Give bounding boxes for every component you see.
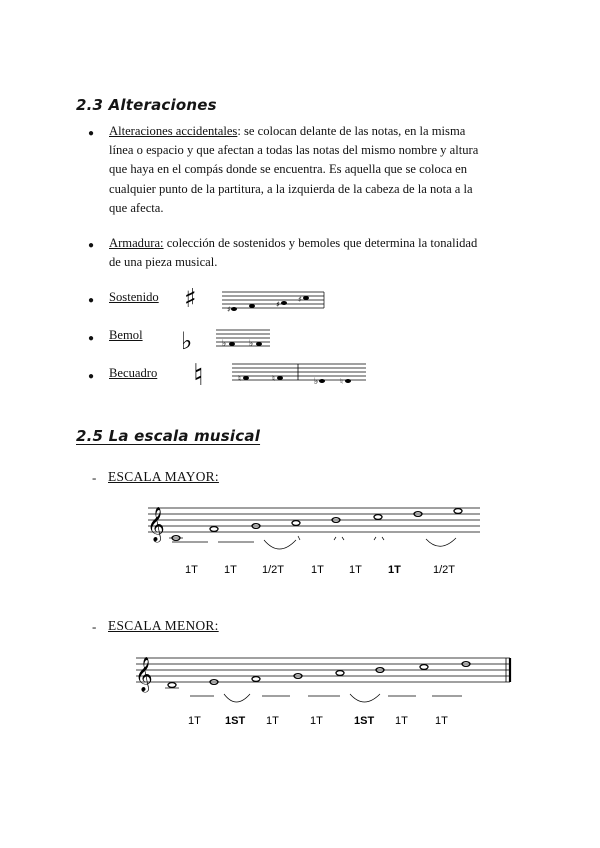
flat-icon: ♭ (181, 327, 193, 355)
title-escala-mayor: ESCALA MAYOR: (108, 469, 219, 484)
interval-label: 1/2T (433, 564, 456, 576)
whole-note (336, 671, 344, 676)
svg-text:♭: ♭ (222, 339, 227, 349)
bullet: ● (88, 240, 95, 251)
interval-label: 1T (310, 715, 323, 727)
sharp-icon: ♯ (184, 284, 197, 314)
treble-clef-icon: 𝄞 (147, 507, 165, 542)
bullet: ● (88, 333, 95, 344)
treble-clef-icon: 𝄞 (135, 657, 153, 692)
text: que haya en el compás donde se encuentra. Es aquella que se coloca en (109, 162, 468, 177)
interval-label: 1T (395, 715, 408, 727)
interval-label: 1T (311, 564, 324, 576)
paragraph-armadura (109, 234, 527, 272)
interval-label: 1ST (354, 715, 375, 727)
label-sostenido: Sostenido (109, 290, 159, 304)
term-armadura: Armadura: (109, 236, 164, 250)
staff-sostenido-example (222, 292, 326, 314)
section-heading-escala-musical: 2.5 La escala musical (76, 427, 261, 445)
interval-label: 1T (224, 564, 237, 576)
staff-bemol-example (216, 330, 272, 350)
svg-text:♯: ♯ (227, 305, 231, 314)
label-bemol: Bemol (109, 328, 143, 342)
interval-label: 1T (349, 564, 362, 576)
text: de una pieza musical. (109, 255, 218, 270)
svg-text:♮: ♮ (340, 377, 343, 386)
interval-label: 1T (188, 715, 201, 727)
paragraph-alteraciones-accidentales (109, 122, 527, 218)
title-escala-menor: ESCALA MENOR: (108, 618, 219, 633)
text: cualquier punto de la partitura, a la izquierda de la cabeza de la nota a la (109, 181, 473, 196)
natural-icon: ♮ (193, 358, 204, 393)
dash-marker: - (92, 470, 97, 485)
svg-text:♮: ♮ (272, 374, 275, 383)
interval-label: 1ST (225, 715, 246, 727)
staff-escala-menor (132, 652, 516, 712)
interval-label: 1/2T (262, 564, 285, 576)
text: colección de sostenidos y bemoles que determina la tonalidad (163, 236, 478, 250)
section-heading-alteraciones: 2.3 Alteraciones (76, 96, 217, 114)
bullet: ● (88, 371, 95, 382)
interval-label: 1T (185, 564, 198, 576)
dash-marker: - (92, 619, 97, 634)
whole-note (420, 665, 428, 670)
bullet: ● (88, 295, 95, 306)
svg-text:♯: ♯ (298, 295, 302, 304)
whole-note (168, 683, 176, 688)
whole-note (210, 527, 218, 532)
interval-label: 1T (266, 715, 279, 727)
interval-label: 1T (388, 564, 401, 576)
whole-note (252, 677, 260, 682)
whole-note (374, 515, 382, 520)
bullet: ● (88, 128, 95, 139)
whole-note (454, 509, 462, 514)
svg-text:♯: ♯ (276, 300, 280, 309)
term-alteraciones-accidentales: Alteraciones accidentales (109, 124, 238, 138)
svg-text:♮: ♮ (238, 374, 241, 383)
label-becuadro: Becuadro (109, 366, 158, 380)
interval-label: 1T (435, 715, 448, 727)
text: que afecta. (109, 200, 164, 215)
svg-text:♭: ♭ (314, 377, 319, 387)
staff-escala-mayor (144, 502, 484, 562)
svg-text:♭: ♭ (249, 339, 254, 349)
text: línea o espacio y que afectan a todas las notas del mismo nombre y altura (109, 143, 479, 158)
whole-note (292, 521, 300, 526)
text: : se colocan delante de las notas, en la misma (237, 124, 466, 138)
staff-becuadro-example (232, 364, 368, 388)
